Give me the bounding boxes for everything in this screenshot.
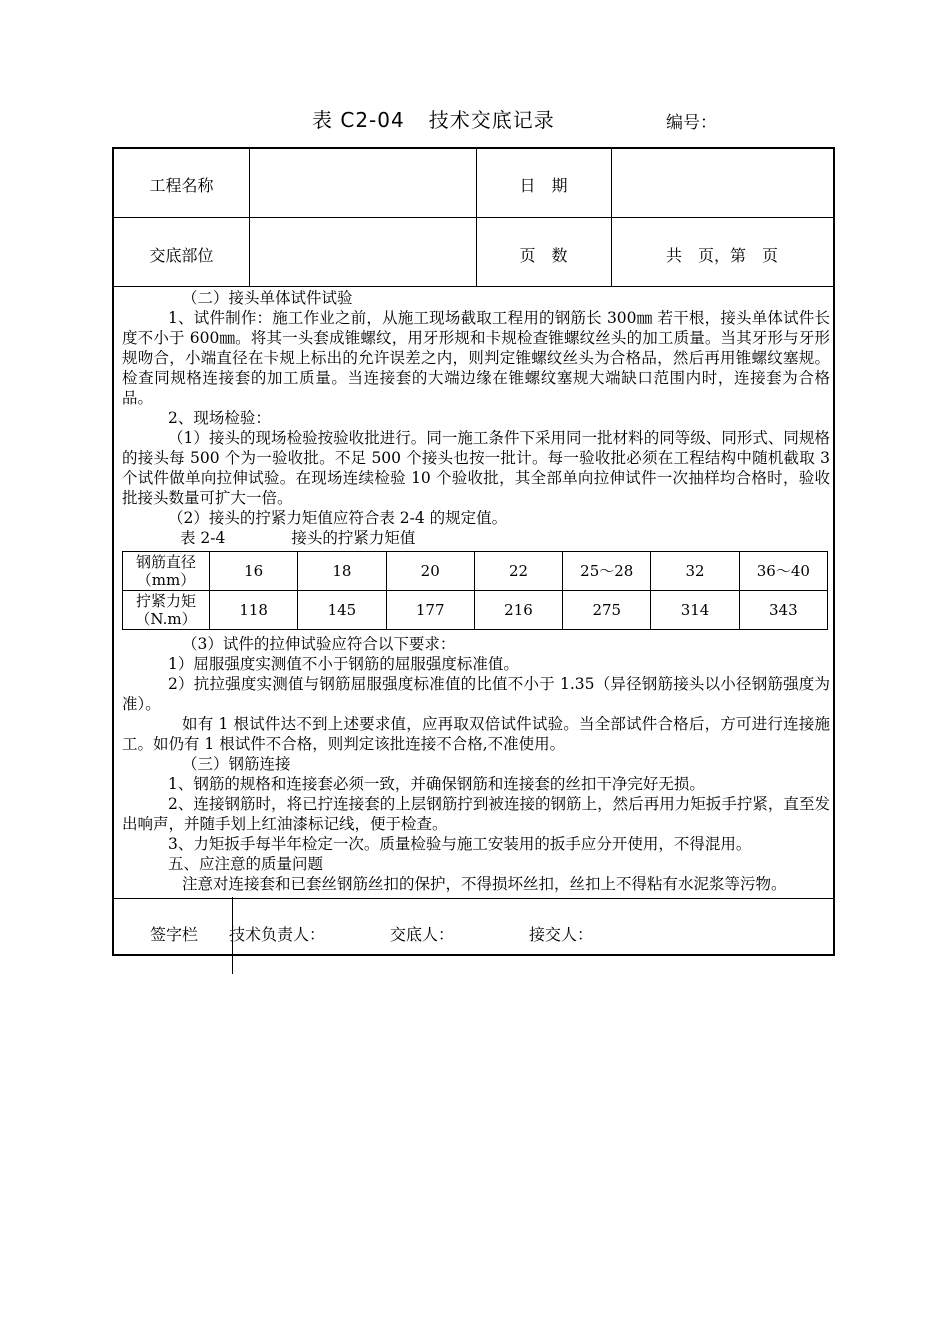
disclosure-position-label: 交底部位 [149,246,214,265]
table-cell: 216 [474,591,562,630]
document-title [312,104,555,133]
date-label: 日 期 [519,176,568,195]
paragraph: 3、力矩扳手每半年检定一次。质量检验与施工安装用的扳手应分开使用，不得混用。 [168,835,752,853]
paragraph: 1、钢筋的规格和连接套必须一致，并确保钢筋和连接套的丝扣干净完好无损。 [168,775,705,793]
table-caption-title: 接头的拧紧力矩值 [291,529,416,547]
divider [114,286,833,287]
paragraph: 2、连接钢筋时，将已拧连接套的上层钢筋拧到被连接的钢筋上，然后再用力矩扳手拧紧，直至发出响声，并随手划上红油漆标记线，便于检查。 [122,795,830,833]
paragraph: 2、现场检验： [168,409,271,427]
divider [249,149,250,286]
paragraph: （3）试件的拉伸试验应符合以下要求： [182,635,456,653]
divider [114,217,833,218]
table-cell: 36～40 [739,552,827,591]
paragraph: （2）接头的拧紧力矩值应符合表 2-4 的规定值。 [168,509,508,527]
title-prefix: 表 C2-04 [312,108,405,132]
section-heading: （二）接头单体试件试验 [182,289,353,307]
paragraph: 1）屈服强度实测值不小于钢筋的屈服强度标准值。 [168,655,519,673]
paragraph: 2）抗拉强度实测值与钢筋屈服强度标准值的比值不小于 1.35（异径钢筋接头以小径钢筋强度为准）。 [122,675,830,713]
table-cell: 177 [386,591,474,630]
pages-label: 页 数 [519,246,568,265]
header-line: 钢筋直径 [135,553,196,571]
table-cell: 118 [210,591,298,630]
header-line: （N.m） [135,610,197,628]
discloser-label: 交底人： [390,925,455,944]
header-line: 拧紧力矩 [135,592,196,610]
table-cell: 22 [474,552,562,591]
section-heading: （三）钢筋连接 [182,755,291,773]
tech-lead-label: 技术负责人： [229,925,326,944]
table-cell: 145 [298,591,386,630]
table-caption-number: 表 2-4 [180,529,226,547]
table-row [123,552,828,591]
table-cell: 18 [298,552,386,591]
diameter-header [123,552,210,591]
table-cell: 25～28 [563,552,651,591]
project-name-label: 工程名称 [149,176,214,195]
table-cell: 16 [210,552,298,591]
receiver-label: 接交人： [529,925,594,944]
table-cell: 20 [386,552,474,591]
table-cell: 343 [739,591,827,630]
paragraph: 如有 1 根试件达不到上述要求值，应再取双倍试件试验。当全部试件合格后，方可进行连接施工。如仍有 1 根试件不合格，则判定该批连接不合格,不准使用。 [122,715,830,753]
title-main: 技术交底记录 [428,108,555,132]
paragraph: 1、试件制作：施工作业之前，从施工现场截取工程用的钢筋长 300㎜ 若干根，接头单体试件长度不小于 600㎜。将其一头套成锥螺纹，用牙形规和卡规检查锥螺纹丝头的加工质量。当其牙形与牙形规吻合，小端直径在卡规上标出的允许误差之内，则判定锥螺纹丝头为合格品，然后再用锥螺纹塞规。检查同规格连接套的加工质量。当连接套的大端边缘在锥螺纹塞规大端缺口范围内时，连接套为合格品。 [122,309,830,407]
header-line: （mm） [136,571,196,589]
paragraph: （1）接头的现场检验按验收批进行。同一施工条件下采用同一批材料的同等级、同形式、同规格的接头每 500 个为一验收批。不足 500 个接头也按一批计。每一验收批必须在工程结构中随机截取 3 个试件做单向拉伸试验。在现场连续检验 10 个验收批，其全部单向拉伸试件一次抽样均合格时，验收批接头数量可扩大一倍。 [122,429,830,507]
divider [114,898,833,899]
table-caption [122,528,830,548]
paragraph: 注意对连接套和已套丝钢筋丝扣的保护，不得损坏丝扣，丝扣上不得粘有水泥浆等污物。 [182,875,787,893]
torque-header [123,591,210,630]
signature-divider [232,897,233,974]
table-cell: 314 [651,591,739,630]
table-cell: 32 [651,552,739,591]
section-heading: 五、应注意的质量问题 [168,855,324,873]
serial-number-label: 编号： [666,113,717,133]
signature-label: 签字栏 [149,925,198,944]
torque-table [122,551,828,630]
pages-value: 共 页，第 页 [665,246,778,265]
table-row [123,591,828,630]
disclosure-content [122,288,830,894]
table-cell: 275 [563,591,651,630]
